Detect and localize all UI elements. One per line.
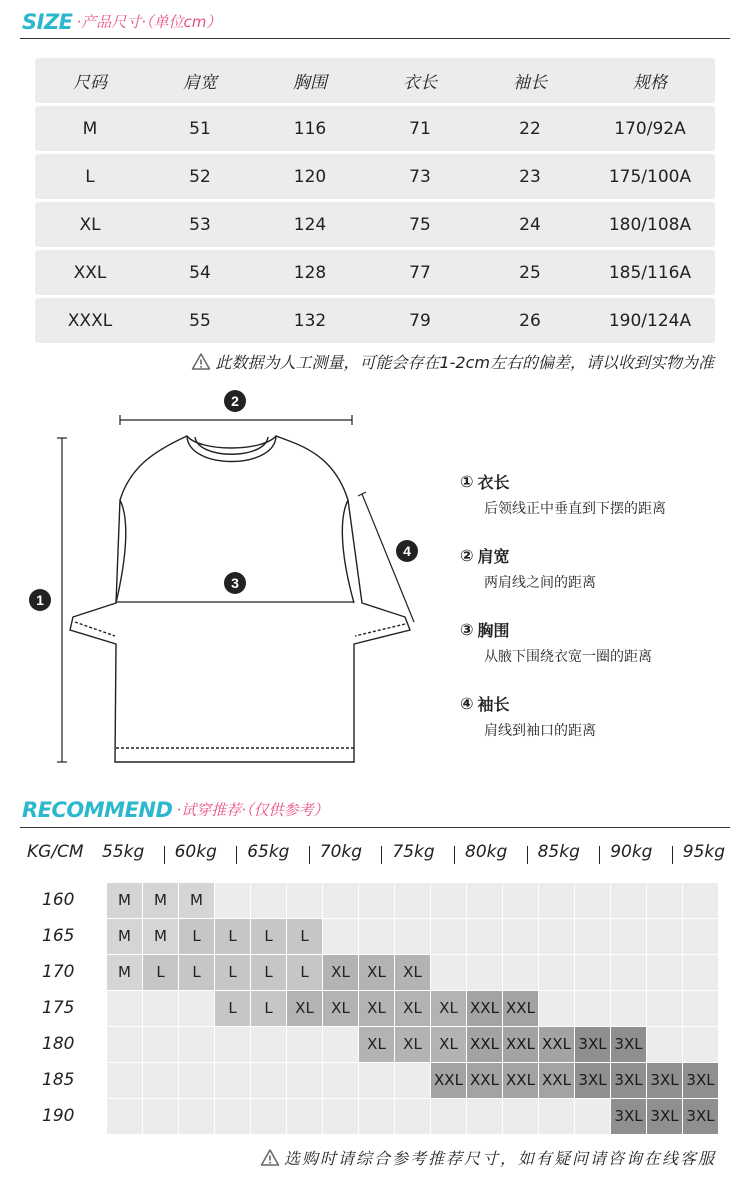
empty-cell	[395, 1099, 430, 1134]
empty-cell	[323, 883, 358, 918]
table-cell: 22	[519, 118, 541, 139]
table-cell: 55	[189, 310, 211, 331]
weight-label: 60kg	[174, 842, 217, 862]
size-cell: XL	[359, 991, 394, 1026]
legend-desc: 后领线正中垂直到下摆的距离	[484, 501, 666, 517]
empty-cell	[503, 883, 538, 918]
empty-cell	[467, 955, 502, 990]
size-cell: L	[179, 955, 214, 990]
weight-label: 65kg	[247, 842, 290, 862]
size-cell: XXL	[431, 1063, 466, 1098]
warning-icon	[260, 1148, 280, 1168]
size-cell: L	[251, 991, 286, 1026]
size-table-row	[35, 250, 715, 295]
marker-2	[224, 390, 246, 412]
recommend-section-title	[22, 792, 328, 822]
height-label: 160	[42, 890, 75, 910]
weight-label: 90kg	[610, 842, 653, 862]
size-cell: M	[143, 883, 178, 918]
size-cell: 3XL	[611, 1063, 646, 1098]
empty-cell	[179, 1027, 214, 1062]
marker-4	[396, 540, 418, 562]
empty-cell	[287, 883, 322, 918]
legend-title: 袖长	[477, 695, 510, 714]
empty-cell	[359, 1099, 394, 1134]
legend-desc: 从腋下围绕衣宽一圈的距离	[484, 649, 652, 665]
empty-cell	[611, 991, 646, 1026]
size-cell: 3XL	[647, 1063, 682, 1098]
empty-cell	[287, 1099, 322, 1134]
size-cell: XL	[431, 1027, 466, 1062]
size-cell: 3XL	[683, 1063, 718, 1098]
table-cell: M	[82, 118, 98, 139]
empty-cell	[179, 1099, 214, 1134]
empty-cell	[611, 919, 646, 954]
measurement-legend	[460, 470, 740, 766]
empty-cell	[503, 955, 538, 990]
table-cell: 124	[293, 214, 327, 235]
size-cell: L	[251, 919, 286, 954]
size-cell: 3XL	[611, 1027, 646, 1062]
size-cell: XL	[431, 991, 466, 1026]
legend-title: 衣长	[477, 473, 510, 492]
size-cell: M	[143, 919, 178, 954]
empty-cell	[251, 1027, 286, 1062]
empty-cell	[323, 919, 358, 954]
size-cell: XL	[395, 991, 430, 1026]
marker-3	[224, 572, 246, 594]
size-cell: XXL	[503, 1063, 538, 1098]
size-cell: 3XL	[647, 1099, 682, 1134]
empty-cell	[539, 919, 574, 954]
size-note-text: 此数据为人工测量，可能会存在1-2cm左右的偏差，请以收到实物为准	[215, 353, 714, 372]
table-cell: 170/92A	[614, 118, 686, 139]
marker-4-label: 4	[403, 543, 411, 559]
empty-cell	[215, 883, 250, 918]
divider	[20, 38, 730, 39]
table-cell: XXXL	[67, 310, 113, 331]
weight-axis	[22, 842, 732, 868]
empty-cell	[395, 919, 430, 954]
legend-heading	[460, 692, 740, 715]
legend-item	[460, 618, 740, 666]
empty-cell	[647, 955, 682, 990]
empty-cell	[143, 991, 178, 1026]
size-cell: XXL	[503, 991, 538, 1026]
empty-cell	[323, 1099, 358, 1134]
size-cell: 3XL	[575, 1063, 610, 1098]
empty-cell	[503, 1099, 538, 1134]
table-cell: 128	[293, 262, 327, 283]
height-label: 180	[42, 1034, 75, 1054]
axis-separator	[236, 846, 237, 864]
table-cell: 23	[519, 166, 541, 187]
empty-cell	[575, 955, 610, 990]
empty-cell	[431, 955, 466, 990]
legend-desc: 肩线到袖口的距离	[484, 723, 596, 739]
empty-cell	[107, 1099, 142, 1134]
size-cell: M	[107, 955, 142, 990]
empty-cell	[323, 1027, 358, 1062]
empty-cell	[215, 1063, 250, 1098]
size-cell: L	[215, 919, 250, 954]
divider	[20, 827, 730, 828]
marker-1	[29, 589, 51, 611]
table-cell: 24	[519, 214, 541, 235]
size-title-en: SIZE	[22, 10, 73, 34]
size-cell: XXL	[539, 1027, 574, 1062]
empty-cell	[539, 1099, 574, 1134]
weight-label: 70kg	[319, 842, 363, 862]
table-cell: 79	[409, 310, 431, 331]
empty-cell	[683, 991, 718, 1026]
empty-cell	[539, 991, 574, 1026]
legend-number: ①	[460, 471, 474, 491]
empty-cell	[395, 1063, 430, 1098]
size-cell: L	[287, 919, 322, 954]
size-cell: L	[287, 955, 322, 990]
empty-cell	[107, 1027, 142, 1062]
legend-desc: 两肩线之间的距离	[484, 575, 596, 591]
empty-cell	[539, 955, 574, 990]
legend-item	[460, 544, 740, 592]
size-cell: M	[107, 919, 142, 954]
empty-cell	[179, 1063, 214, 1098]
table-cell: XXL	[73, 262, 107, 283]
size-cell: XXL	[467, 991, 502, 1026]
empty-cell	[143, 1063, 178, 1098]
table-cell: 54	[189, 262, 211, 283]
empty-cell	[683, 883, 718, 918]
empty-cell	[215, 1027, 250, 1062]
axis-separator	[454, 846, 455, 864]
size-cell: XXL	[503, 1027, 538, 1062]
empty-cell	[107, 1063, 142, 1098]
legend-item	[460, 470, 740, 518]
empty-cell	[431, 1099, 466, 1134]
axis-separator	[309, 846, 310, 864]
empty-cell	[683, 1027, 718, 1062]
size-cell: L	[251, 955, 286, 990]
size-table-row	[35, 298, 715, 343]
table-cell: 120	[293, 166, 327, 187]
empty-cell	[503, 919, 538, 954]
empty-cell	[611, 955, 646, 990]
empty-cell	[467, 1099, 502, 1134]
empty-cell	[431, 883, 466, 918]
legend-number: ③	[460, 619, 474, 639]
empty-cell	[575, 883, 610, 918]
size-cell: XXL	[467, 1027, 502, 1062]
axis-separator	[599, 846, 600, 864]
table-cell: XL	[79, 214, 101, 235]
header-cell: 衣长	[403, 73, 437, 93]
size-cell: M	[107, 883, 142, 918]
size-cell: XL	[323, 991, 358, 1026]
size-cell: L	[179, 919, 214, 954]
weight-label: 95kg	[682, 842, 726, 862]
size-cell: XL	[359, 955, 394, 990]
warning-icon	[191, 352, 211, 372]
size-cell: L	[215, 991, 250, 1026]
weight-label: 75kg	[392, 842, 435, 862]
header-cell: 规格	[633, 73, 667, 93]
empty-cell	[575, 1099, 610, 1134]
marker-2-label: 2	[231, 393, 239, 409]
size-cell: XL	[395, 1027, 430, 1062]
empty-cell	[575, 991, 610, 1026]
size-table-row	[35, 106, 715, 151]
empty-cell	[467, 883, 502, 918]
weight-label: 55kg	[102, 842, 145, 862]
weight-label: 80kg	[465, 842, 508, 862]
height-label: 170	[42, 962, 75, 982]
empty-cell	[251, 1099, 286, 1134]
height-label: 190	[42, 1106, 75, 1126]
size-cell: XL	[323, 955, 358, 990]
empty-cell	[575, 919, 610, 954]
size-cell: XL	[359, 1027, 394, 1062]
size-cell: XL	[287, 991, 322, 1026]
empty-cell	[647, 883, 682, 918]
header-cell: 胸围	[293, 73, 327, 93]
empty-cell	[431, 919, 466, 954]
empty-cell	[143, 1099, 178, 1134]
empty-cell	[683, 955, 718, 990]
empty-cell	[287, 1027, 322, 1062]
table-cell: 52	[189, 166, 211, 187]
tshirt-diagram	[0, 380, 450, 780]
table-cell: 71	[409, 118, 431, 139]
empty-cell	[467, 919, 502, 954]
legend-title: 肩宽	[477, 547, 510, 566]
empty-cell	[539, 883, 574, 918]
size-table-row	[35, 154, 715, 199]
table-cell: 26	[519, 310, 541, 331]
empty-cell	[215, 1099, 250, 1134]
height-label: 175	[42, 998, 75, 1018]
marker-1-label: 1	[36, 592, 44, 608]
size-section-title	[22, 4, 221, 34]
empty-cell	[647, 991, 682, 1026]
empty-cell	[611, 883, 646, 918]
table-cell: 75	[409, 214, 431, 235]
header-cell: 袖长	[513, 73, 547, 93]
empty-cell	[251, 883, 286, 918]
axis-separator	[672, 846, 673, 864]
table-cell: 53	[189, 214, 211, 235]
empty-cell	[107, 991, 142, 1026]
table-cell: 51	[189, 118, 211, 139]
axis-separator	[527, 846, 528, 864]
height-label: 185	[42, 1070, 75, 1090]
legend-number: ②	[460, 545, 474, 565]
size-title-cn: ·产品尺寸·（单位cm）	[76, 13, 222, 31]
table-cell: 25	[519, 262, 541, 283]
size-cell: 3XL	[611, 1099, 646, 1134]
axis-separator	[381, 846, 382, 864]
size-table	[35, 58, 715, 346]
table-cell: 116	[293, 118, 327, 139]
table-cell: 77	[409, 262, 431, 283]
table-cell: 132	[293, 310, 327, 331]
legend-title: 胸围	[477, 621, 510, 640]
size-cell: XL	[395, 955, 430, 990]
legend-number: ④	[460, 693, 474, 713]
empty-cell	[143, 1027, 178, 1062]
table-cell: 190/124A	[608, 310, 692, 331]
table-cell: 185/116A	[608, 262, 692, 283]
height-label: 165	[42, 926, 75, 946]
empty-cell	[395, 883, 430, 918]
legend-item	[460, 692, 740, 740]
size-table-header	[35, 58, 715, 103]
size-cell: M	[179, 883, 214, 918]
empty-cell	[251, 1063, 286, 1098]
header-cell: 尺码	[73, 73, 107, 93]
table-cell: 73	[409, 166, 431, 187]
empty-cell	[683, 919, 718, 954]
size-note	[191, 350, 714, 373]
size-cell: XXL	[539, 1063, 574, 1098]
empty-cell	[179, 991, 214, 1026]
size-cell: XXL	[467, 1063, 502, 1098]
empty-cell	[359, 919, 394, 954]
weight-label: 85kg	[537, 842, 580, 862]
recommend-note	[260, 1146, 716, 1169]
empty-cell	[359, 883, 394, 918]
table-cell: 175/100A	[608, 166, 692, 187]
marker-3-label: 3	[231, 575, 239, 591]
size-cell: L	[215, 955, 250, 990]
empty-cell	[323, 1063, 358, 1098]
empty-cell	[647, 1027, 682, 1062]
size-cell: 3XL	[575, 1027, 610, 1062]
empty-cell	[287, 1063, 322, 1098]
empty-cell	[647, 919, 682, 954]
size-table-row	[35, 202, 715, 247]
recommend-note-text: 选购时请综合参考推荐尺寸，如有疑问请咨询在线客服	[283, 1149, 716, 1168]
empty-cell	[359, 1063, 394, 1098]
recommend-title-cn: ·试穿推荐·（仅供参考）	[176, 801, 329, 819]
legend-heading	[460, 618, 740, 641]
table-cell: L	[85, 166, 95, 187]
legend-heading	[460, 470, 740, 493]
recommend-title-en: RECOMMEND	[22, 798, 173, 822]
size-cell: 3XL	[683, 1099, 718, 1134]
header-cell: 肩宽	[183, 73, 217, 93]
size-cell: L	[143, 955, 178, 990]
legend-heading	[460, 544, 740, 567]
axis-label: KG/CM	[27, 842, 84, 862]
axis-separator	[164, 846, 165, 864]
table-cell: 180/108A	[608, 214, 692, 235]
